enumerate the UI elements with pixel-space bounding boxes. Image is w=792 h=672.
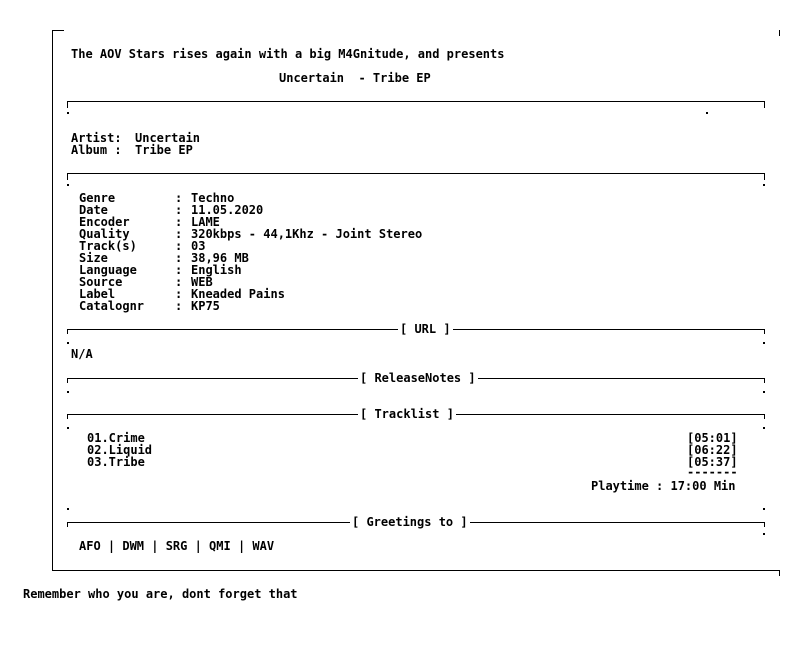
footer-quote: Remember who you are, dont forget that (23, 587, 298, 601)
info-value: KP75 (191, 299, 220, 313)
artist-label: Artist: (71, 131, 122, 145)
info-label: Catalognr (79, 299, 145, 313)
info-label: Genre (79, 191, 116, 205)
info-separator: : (175, 299, 183, 313)
info-value: LAME (191, 215, 220, 229)
info-box-dot (67, 184, 69, 186)
url-section-title: [ URL ] (400, 322, 451, 336)
info-separator: : (175, 215, 183, 229)
section-dot (763, 342, 765, 344)
frame-right-mark (779, 30, 780, 36)
section-left-tick (67, 378, 68, 383)
tracklist-section-title: [ Tracklist ] (360, 407, 454, 421)
track-name: 01.Crime (87, 431, 145, 445)
track-name: 02.Liquid (87, 443, 153, 457)
section-left-tick (67, 414, 68, 419)
track-name: 03.Tribe (87, 455, 145, 469)
header-box-dot (706, 112, 708, 114)
info-label: Date (79, 203, 108, 217)
header-box-rule (67, 101, 765, 102)
info-label: Encoder (79, 215, 130, 229)
info-label: Quality (79, 227, 130, 241)
info-box-dot (763, 184, 765, 186)
header-box-right-tick (764, 101, 765, 108)
info-separator: : (175, 251, 183, 265)
track-time: [05:01] (687, 431, 738, 445)
frame-bottom-right-tick (779, 570, 780, 576)
url-value: N/A (71, 347, 93, 361)
url-section-header (67, 323, 765, 337)
info-value: 03 (191, 239, 206, 253)
section-dot (763, 508, 765, 510)
intro-line: The AOV Stars rises again with a big M4Gnitude, and presents (71, 47, 505, 61)
album-value: Tribe EP (135, 143, 193, 157)
info-value: English (191, 263, 242, 277)
info-separator: : (175, 275, 183, 289)
section-dot (763, 391, 765, 393)
info-box-rule (67, 173, 765, 174)
header-box-left-tick (67, 101, 68, 108)
info-label: Label (79, 287, 116, 301)
artist-value: Uncertain (135, 131, 201, 145)
info-separator: : (175, 191, 183, 205)
info-label: Language (79, 263, 137, 277)
release-notes-section-title: [ ReleaseNotes ] (360, 371, 476, 385)
album-label: Album : (71, 143, 122, 157)
section-dot (67, 427, 69, 429)
info-value: 11.05.2020 (191, 203, 264, 217)
playtime-rule: ------- (687, 465, 738, 479)
release-title: Uncertain - Tribe EP (279, 71, 431, 85)
section-left-tick (67, 329, 68, 334)
section-right-tick (764, 329, 765, 334)
track-time: [05:37] (687, 455, 738, 469)
info-box-left-tick (67, 173, 68, 180)
tracklist-section-header (67, 408, 765, 422)
info-separator: : (175, 227, 183, 241)
section-dot (763, 533, 765, 535)
frame-left-border (52, 30, 53, 562)
info-separator: : (175, 239, 183, 253)
info-separator: : (175, 263, 183, 277)
section-dot (67, 342, 69, 344)
info-value: Techno (191, 191, 235, 205)
greetings-groups: AFO | DWM | SRG | QMI | WAV (79, 539, 275, 553)
info-label: Size (79, 251, 108, 265)
greetings-section-header (67, 516, 765, 530)
info-value: WEB (191, 275, 213, 289)
section-dot (763, 427, 765, 429)
frame-bottom-border (52, 570, 780, 571)
info-value: Kneaded Pains (191, 287, 285, 301)
info-value: 320kbps - 44,1Khz - Joint Stereo (191, 227, 423, 241)
info-box-right-tick (764, 173, 765, 180)
section-left-tick (67, 522, 68, 527)
greetings-section-title: [ Greetings to ] (352, 515, 468, 529)
info-label: Source (79, 275, 123, 289)
info-value: 38,96 MB (191, 251, 249, 265)
section-right-tick (764, 414, 765, 419)
info-label: Track(s) (79, 239, 137, 253)
release-notes-section-header (67, 372, 765, 386)
info-separator: : (175, 203, 183, 217)
frame-top-border (52, 30, 64, 31)
frame-bottom-left-tick (52, 562, 53, 570)
section-right-tick (764, 378, 765, 383)
track-time: [06:22] (687, 443, 738, 457)
section-dot (67, 391, 69, 393)
section-right-tick (764, 522, 765, 527)
info-separator: : (175, 287, 183, 301)
playtime-total: Playtime : 17:00 Min (591, 479, 736, 493)
header-box-dot (67, 112, 69, 114)
section-dot (67, 508, 69, 510)
